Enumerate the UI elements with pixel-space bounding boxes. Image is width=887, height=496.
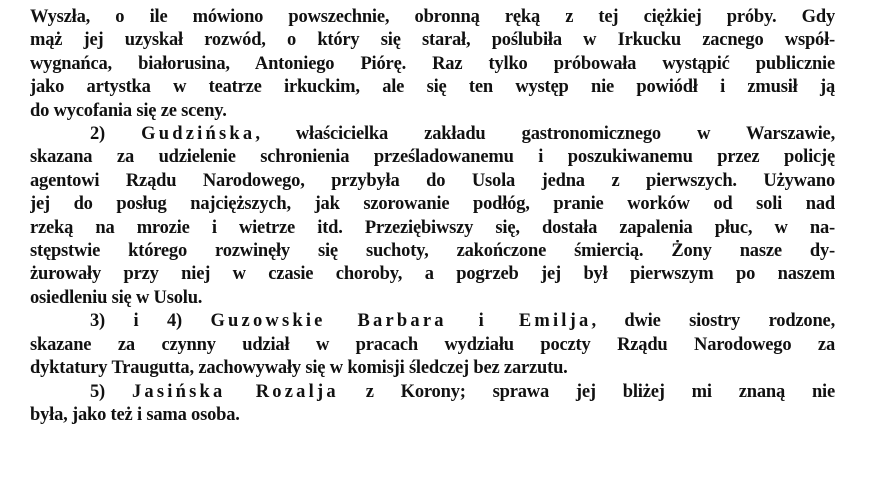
entry-number: 3) i 4) [90, 311, 182, 332]
text-line: mąż jej uzyskał rozwód, o który się starał, poślubiła w Irkucku zacnego współ- [30, 30, 835, 51]
text-line: dyktatury Traugutta, zachowywały się w komisji śledczej bez zarzutu. [30, 358, 568, 379]
paragraph-1 [30, 6, 835, 123]
entry-first-line [30, 123, 835, 146]
paragraph-2 [30, 123, 835, 310]
text-line: Wyszła, o ile mówiono powszechnie, obronną ręką z tej ciężkiej próby. Gdy [30, 7, 835, 27]
entry-name: Gudzińska [141, 124, 256, 145]
entry-first-line-rest: , właścicielka zakładu gastronomicznego w Warszawie, [255, 124, 835, 145]
text-line: skazane za czynny udział w pracach wydziału poczty Rządu Narodowego za [30, 334, 835, 355]
entry-first-line-rest: z Korony; sprawa jej bliżej mi znaną nie [338, 381, 835, 402]
text-line: agentowi Rządu Narodowego, przybyła do Usola jedna z pierwszych. Używano [30, 170, 835, 191]
entry-first-line-rest: , dwie siostry rodzone, [591, 311, 835, 332]
entry-number: 2) [90, 124, 106, 145]
paragraph-4 [30, 381, 835, 428]
text-line: stępstwie którego rozwinęły się suchoty, zakończone śmiercią. Żony nasze dy- [30, 241, 835, 262]
entry-number: 5) [90, 381, 106, 402]
text-line: jako artystka w teatrze irkuckim, ale się ten występ nie powiódł i zmusił ją [30, 77, 835, 98]
text-line: wygnańca, białorusina, Antoniego Piórę. Raz tylko próbowała wystąpić publicznie [30, 53, 835, 74]
text-line: żurowały przy niej w czasie choroby, a pogrzeb jej był pierwszym po naszem [30, 264, 835, 285]
entry-name: Guzowskie Barbara i Emilja [210, 311, 592, 332]
entry-first-line [30, 310, 835, 333]
text-line: skazana za udzielenie schronienia prześladowanemu i poszukiwanemu przez policję [30, 147, 835, 168]
entry-name: Jasińska Rozalja [131, 381, 339, 402]
text-line: była, jako też i sama osoba. [30, 404, 240, 425]
text-line: jej do posług najcięższych, jak szorowanie podłóg, pranie worków od soli nad [30, 194, 835, 215]
document-page [30, 6, 835, 427]
text-line: do wycofania się ze sceny. [30, 100, 227, 121]
text-line: rzeką na mrozie i wietrze itd. Przeziębiwszy się, dostała zapalenia płuc, w na- [30, 217, 835, 238]
paragraph-3 [30, 310, 835, 380]
entry-first-line [30, 381, 835, 404]
text-line: osiedleniu się w Usolu. [30, 287, 203, 308]
